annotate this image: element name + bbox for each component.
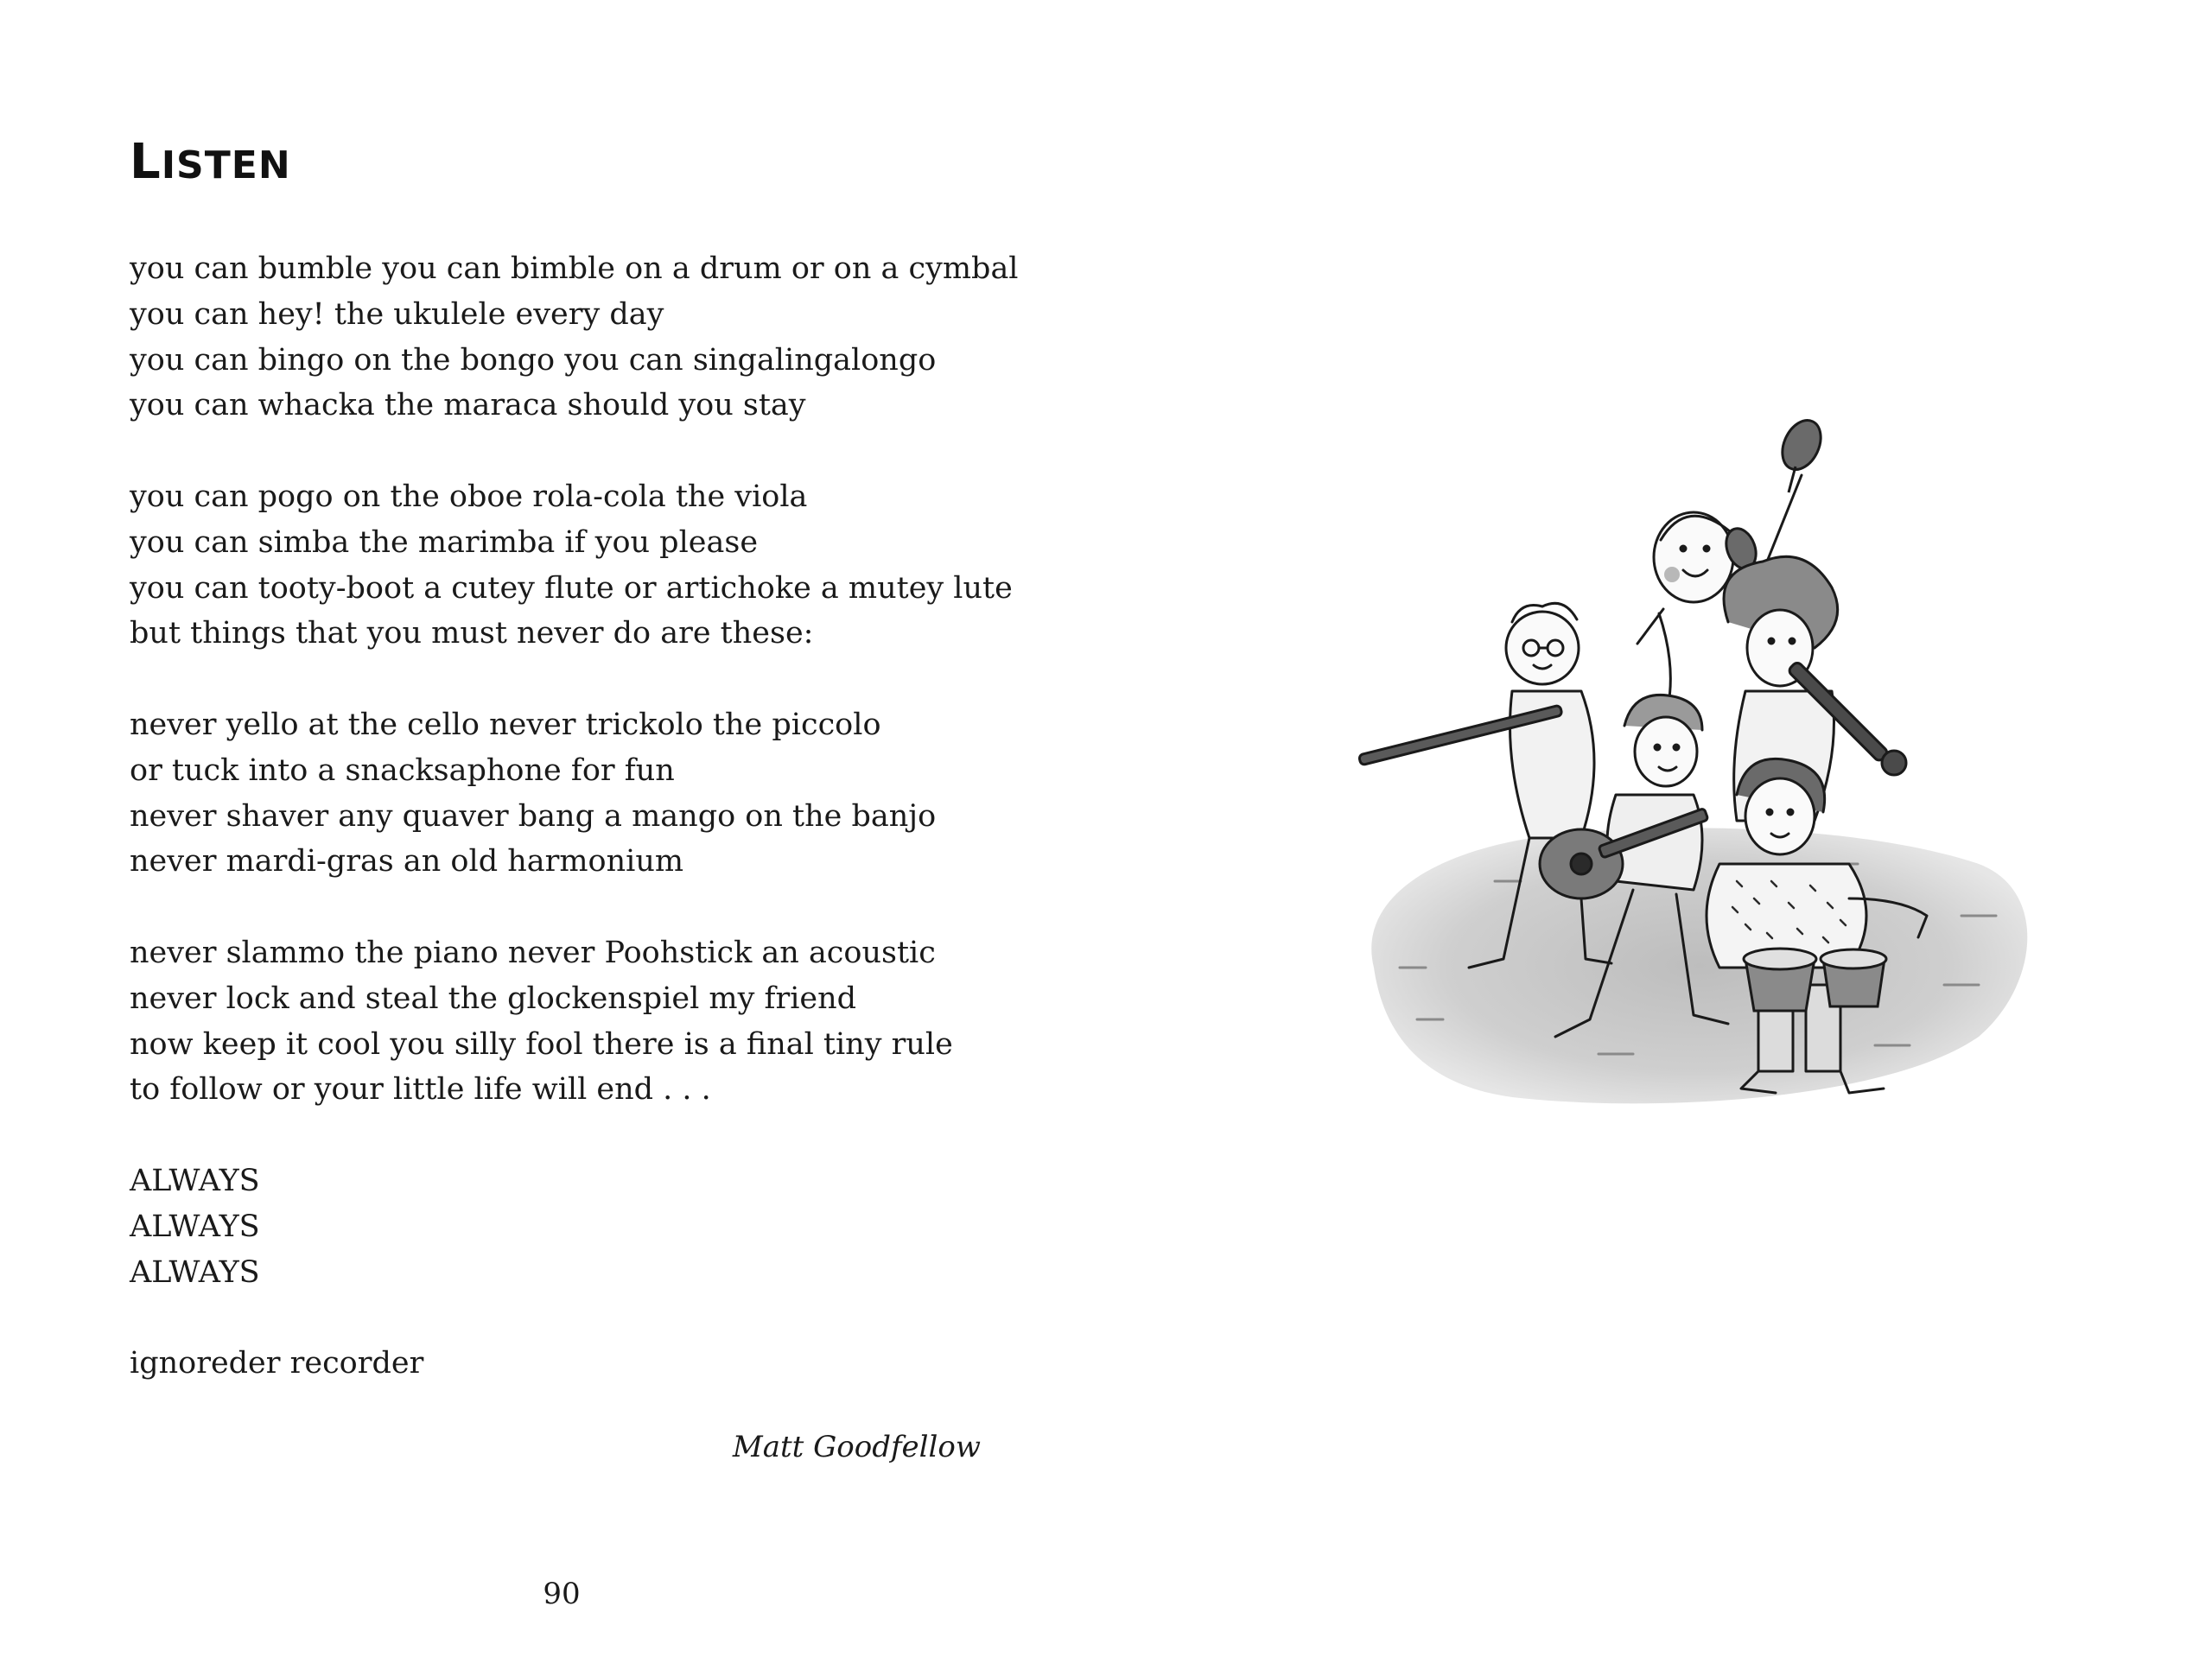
poem-line: you can hey! the ukulele every day bbox=[130, 296, 664, 332]
poem-body bbox=[130, 246, 1046, 1432]
poem-line: never shaver any quaver bang a mango on the banjo bbox=[130, 798, 937, 834]
poem-line: ALWAYS bbox=[130, 1163, 260, 1198]
poem-line: never mardi-gras an old harmonium bbox=[130, 844, 684, 879]
poem-line: you can whacka the maraca should you stay bbox=[130, 388, 806, 423]
stanza bbox=[130, 1159, 1046, 1295]
poem-line: you can simba the marimba if you please bbox=[130, 524, 759, 560]
poem-author: Matt Goodfellow bbox=[732, 1430, 981, 1464]
poem-line: but things that you must never do are these: bbox=[130, 616, 814, 651]
poem-line: never lock and steal the glockenspiel my friend bbox=[130, 981, 857, 1016]
poem-line: you can pogo on the oboe rola-cola the viola bbox=[130, 479, 808, 514]
stanza bbox=[130, 930, 1046, 1113]
poem-line: or tuck into a snacksaphone for fun bbox=[130, 752, 675, 788]
poem-line: ALWAYS bbox=[130, 1209, 260, 1244]
poem-line: never slammo the piano never Poohstick an acoustic bbox=[130, 935, 936, 970]
poem-line: ignoreder recorder bbox=[130, 1346, 424, 1381]
poem-line: never yello at the cello never trickolo the piccolo bbox=[130, 707, 881, 742]
maracas bbox=[1721, 414, 1828, 573]
stanza bbox=[130, 246, 1046, 429]
stanza bbox=[130, 1341, 1046, 1387]
stanza bbox=[130, 702, 1046, 885]
poem-line: ALWAYS bbox=[130, 1254, 260, 1290]
band-of-musicians-illustration bbox=[1339, 363, 2048, 1123]
poem-line: to follow or your little life will end . . . bbox=[130, 1072, 711, 1108]
poem-title-rest: ISTEN bbox=[161, 143, 291, 187]
poem-line: you can tooty-boot a cutey flute or artichoke a mutey lute bbox=[130, 570, 1013, 606]
stanza bbox=[130, 474, 1046, 657]
poem-title bbox=[130, 134, 291, 190]
poem-line: you can bingo on the bongo you can singalingalongo bbox=[130, 342, 937, 378]
page-number: 90 bbox=[543, 1577, 581, 1611]
poem-line: now keep it cool you silly fool there is a final tiny rule bbox=[130, 1026, 953, 1062]
poem-title-initial: L bbox=[130, 134, 162, 190]
poem-line: you can bumble you can bimble on a drum or on a cymbal bbox=[130, 251, 1019, 286]
